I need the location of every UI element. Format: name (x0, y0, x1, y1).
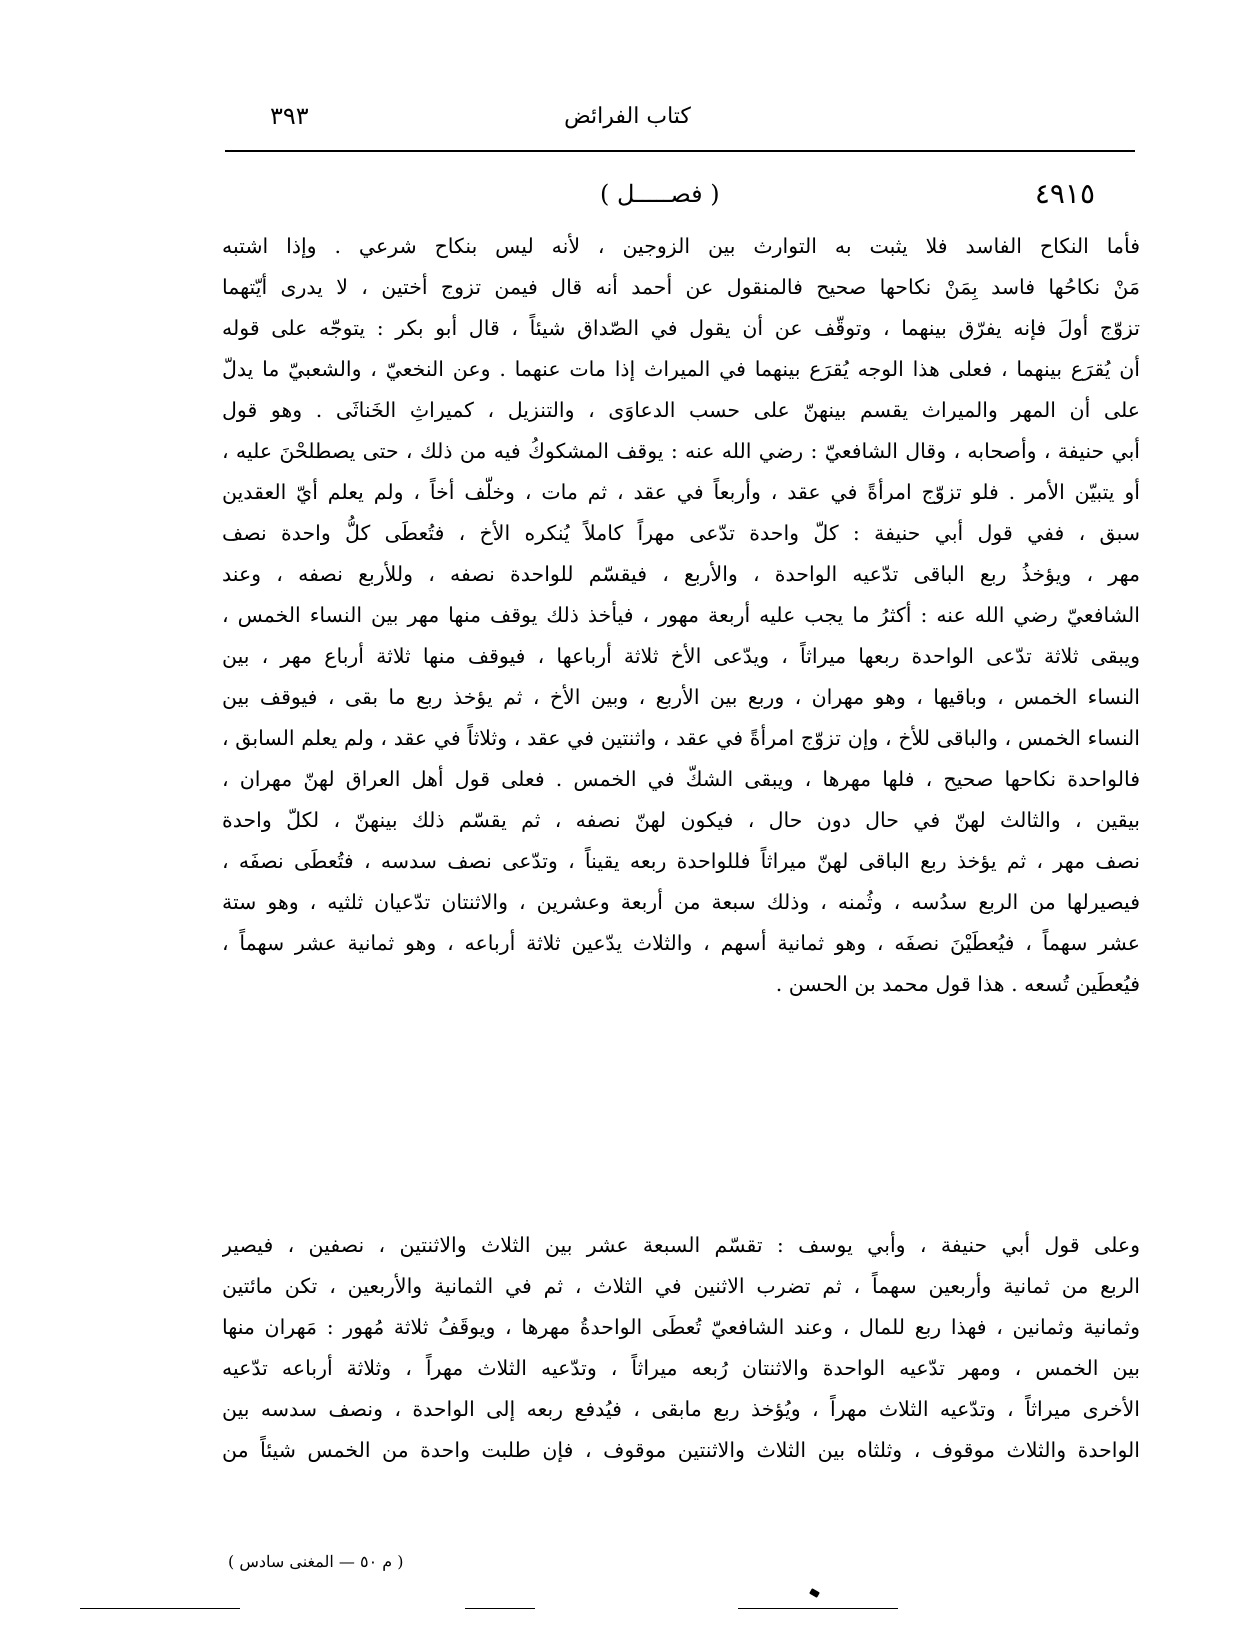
text-line: النساء الخمس ، والباقى للأخ ، وإن تزوّج امرأةً في عقد ، واثنتين في عقد ، وثلاثاً في عقد ، ولم يعلم السابق ، (222, 726, 1140, 750)
text-line: فأما النكاح الفاسد فلا يثبت به التوارث بين الزوجين ، لأنه ليس بنكاح شرعي . وإذا اشتبه (222, 234, 1140, 258)
paragraph-2 (222, 1225, 1140, 1471)
text-line: سبق ، ففي قول أبي حنيفة : كلّ واحدة تدّعى مهراً كاملاً يُنكره الأخ ، فتُعطَى كلُّ واحدة نصف (222, 521, 1140, 545)
text-line: النساء الخمس ، وباقيها ، وهو مهران ، وربع بين الأربع ، وبين الأخ ، ثم يؤخذ ربع ما بقى ، فيوقف بين (222, 685, 1140, 709)
text-line: فيصيرلها من الربع سدُسه ، وثُمنه ، وذلك سبعة من أربعة وعشرين ، والاثنتان تدّعيان ثلثيه ، وهو ستة (222, 890, 1140, 914)
text-line: فالواحدة نكاحها صحيح ، فلها مهرها ، ويبقى الشكّ في الخمس . فعلى قول أهل العراق لهنّ مهران ، (222, 767, 1140, 791)
text-line: مهر ، ويؤخذُ ربع الباقى تدّعيه الواحدة ، والأربع ، فيقسّم للواحدة نصفه ، وللأربع نصفه ، وعند (222, 562, 1140, 586)
text-line: تزوّج أولَ فإنه يفرّق بينهما ، وتوقّف عن أن يقول في الصّداق شيئاً ، قال أبو بكر : يتوجّه على قوله (222, 316, 1140, 340)
text-line: عشر سهماً ، فيُعطَيْنَ نصفَه ، وهو ثمانية أسهم ، والثلاث يدّعين ثلاثة أرباعه ، وهو ثمانية عشر سهماً ، (222, 931, 1140, 955)
text-line: بيقين ، والثالث لهنّ في حال دون حال ، فيكون لهنّ نصفه ، ثم يقسّم ذلك بينهنّ ، لكلّ واحدة (222, 808, 1140, 832)
footer-rule (465, 1608, 535, 1609)
text-line: الأخرى ميراثاً ، وتدّعيه الثلاث مهراً ، ويُؤخذ ربع مابقى ، فيُدفع ربعه إلى الواحدة ، ونصف سدسه بين (222, 1397, 1140, 1421)
text-line: مَنْ نكاحُها فاسد بِمَنْ نكاحها صحيح فالمنقول عن أحمد أنه قال فيمن تزوج أختين ، لا يدرى أيّتهما (222, 275, 1140, 299)
text-line: بين الخمس ، ومهر تدّعيه الواحدة والاثنتان رُبعه ميراثاً ، وتدّعيه الثلاث مهراً ، وثلاثة أرباعه تدّعيه (222, 1356, 1140, 1380)
text-line: أو يتبيّن الأمر . فلو تزوّج امرأةً في عقد ، وأربعاً في عقد ، ثم مات ، وخلّف أخاً ، ولم يعلم أيّ العقدين (222, 480, 1140, 504)
text-line: على أن المهر والميراث يقسم بينهنّ على حسب الدعاوَى ، والتنزيل ، كميراثِ الخَناثَى . وهو قول (222, 398, 1140, 422)
text-line: فيُعطَين تُسعه . هذا قول محمد بن الحسن . (775, 972, 1140, 996)
page-number: ٣٩٣ (270, 102, 309, 130)
text-line: وثمانية وثمانين ، فهذا ربع للمال ، وعند الشافعيّ تُعطَى الواحدةُ مهرها ، ويوقَفُ ثلاثة مُهور : مَهران منها (222, 1315, 1140, 1339)
text-line: ويبقى ثلاثة تدّعى الواحدة ربعها ميراثاً ، ويدّعى الأخ ثلاثة أرباعها ، فيوقف منها ثلاثة أرباع مهر ، بين (222, 644, 1140, 668)
text-line: أبي حنيفة ، وأصحابه ، وقال الشافعيّ : رضي الله عنه : يوقف المشكوكُ فيه من ذلك ، حتى يصطلحْنَ عليه ، (222, 439, 1140, 463)
text-line: الواحدة والثلاث موقوف ، وثلثاه بين الثلاث والاثنتين موقوف ، فإن طلبت واحدة من الخمس شيئاً من (222, 1438, 1140, 1462)
header-rule (225, 150, 1135, 152)
section-number: ٤٩١٥ (1034, 177, 1095, 210)
text-line: الشافعيّ رضي الله عنه : أكثرُ ما يجب عليه أربعة مهور ، فيأخذ ذلك يوقف منها مهر بين النساء الخمس ، (222, 603, 1140, 627)
running-header-title: كتاب الفرائض (564, 104, 691, 129)
footer-rule (80, 1608, 240, 1609)
text-line: الربع من ثمانية وأربعين سهماً ، ثم تضرب الاثنين في الثلاث ، ثم في الثمانية والأربعين ، تكن مائتين (222, 1274, 1140, 1298)
section-title: ( فصـــــل ) (600, 180, 720, 208)
footer-rule (738, 1608, 898, 1609)
text-line: أن يُقرَع بينهما ، فعلى هذا الوجه يُقرَع بينهما في الميراث إذا مات عنهما . وعن النخعيّ ، والشعبيّ ما يدلّ (222, 357, 1140, 381)
text-line: نصف مهر ، ثم يؤخذ ربع الباقى لهنّ ميراثاً فللواحدة ربعه يقيناً ، وتدّعى نصف سدسه ، فتُعطَى نصفَه ، (222, 849, 1140, 873)
ink-mark (809, 1588, 820, 1598)
text-line: وعلى قول أبي حنيفة ، وأبي يوسف : تقسّم السبعة عشر بين الثلاث والاثنتين ، نصفين ، فيصير (222, 1233, 1140, 1257)
paragraph-1 (222, 226, 1140, 1005)
footer-signature: ( م ٥٠ — المغنى سادس ) (228, 1552, 404, 1571)
